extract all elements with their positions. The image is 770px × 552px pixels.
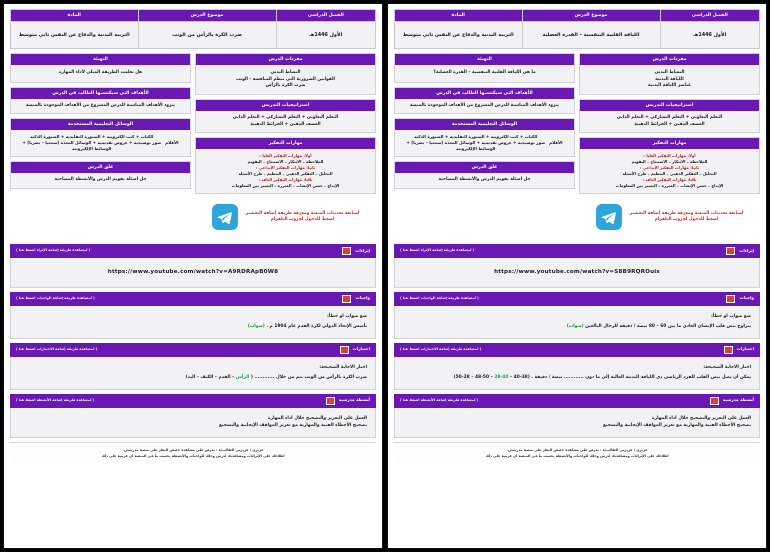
panel-vocabulary-body — [580, 65, 759, 94]
section-homework-header[interactable] — [394, 292, 760, 306]
media-line: الكتاب + كتب الكترونية + السبورة التقليدية + السبورة الذكية — [414, 133, 538, 139]
panel-strategies — [579, 99, 760, 132]
section-homework-body — [10, 306, 376, 339]
panel-teaching-media — [10, 118, 191, 157]
thinking-tier-items: التحليل – التفكير الذهني – التنظيم – طرح الأسئلة — [622, 171, 717, 177]
value-term: الأول 1446هـ — [276, 22, 375, 49]
homework-answer: (صواب) — [566, 324, 584, 330]
section-homework-note[interactable]: ( لمشاهدة طريقة إضافة الواجبات اضغط هنا ) — [16, 295, 95, 300]
value-subject: التربية البدنية والدفاع عن النفس ثاني متوسط — [395, 22, 523, 49]
section-activities-header[interactable] — [10, 394, 376, 408]
media-label: الأفلام — [165, 139, 179, 145]
table-row — [395, 22, 760, 49]
value-topic: ضرب الكرة بالرأس من الوثب — [138, 22, 276, 49]
panel-vocabulary — [579, 53, 760, 95]
value-term: الأول 1446هـ — [660, 22, 759, 49]
homework-question: يتراوح نبض قلب الإنسان العادي ما بين 60 – 80 نبضة / دقيقة للرجال البالغين — [585, 324, 751, 330]
section-activities-header[interactable] — [394, 394, 760, 408]
section-homework — [10, 292, 376, 339]
section-homework-note[interactable]: ( لمشاهدة طريقة إضافة الواجبات اضغط هنا ) — [400, 295, 479, 300]
section-enrichment-body — [394, 258, 760, 288]
telegram-icon[interactable] — [212, 204, 238, 230]
activity-line: العمل على التعزيز والتصحيح خلال اداء المهارة — [267, 415, 367, 421]
record-dot-icon — [724, 346, 733, 354]
homework-question-line — [403, 323, 751, 330]
section-activities-title: أنشطة مدرسية — [722, 397, 754, 403]
homework-answer: (صواب) — [247, 324, 265, 330]
media-line: الوسائط الإلكترونية — [72, 146, 112, 152]
footer-line: اطلاعك على الإثراءات ومشاهدتك لدرس وحلك للواجبات والأنشطة بحسب ما في المنصة ان عزيمة على ذلك — [101, 453, 285, 458]
section-activities-note[interactable]: ( لمشاهدة طريقة إضافة الأنشطة اضغط هنا ) — [400, 397, 479, 402]
section-activities — [10, 394, 376, 438]
thinking-tier-items: الملاحظة – الابتكار – الاستنتاج – التقويم — [631, 158, 708, 164]
section-tests-title: اختبارات — [736, 346, 754, 352]
thinking-tier-title: ثالثا: مهارات التفكير الناقد : — [258, 177, 313, 183]
lesson-meta-table — [10, 9, 376, 49]
panel-strategies-body — [580, 111, 759, 131]
section-homework-header[interactable] — [10, 292, 376, 306]
two-column-body — [394, 53, 760, 240]
vocab-item: عناصر اللياقة البدنية — [647, 82, 692, 88]
panel-vocabulary-body — [196, 65, 375, 94]
vocab-item: القوانين الضرورية التي تنظم المنافسة - الوثب — [236, 76, 335, 82]
section-tests-body — [10, 357, 376, 390]
section-tests — [10, 343, 376, 390]
panel-thinking-skills-body — [580, 149, 759, 193]
section-enrichment-note[interactable]: ( لمشاهدة طريقة إضافة الإثراء اضغط هنا ) — [16, 248, 91, 253]
footer-note — [10, 442, 376, 463]
section-tests-header[interactable] — [394, 343, 760, 357]
section-enrichment — [10, 244, 376, 288]
panel-closing — [394, 161, 575, 188]
homework-prompt: ضع صواب او خطأ: — [711, 313, 751, 319]
media-line: صور توضيحية + عروض تقديمية + الوسائل المعدة (سمعيا – بصريا) + — [406, 139, 546, 145]
panel-closing-title: غلق الدرس — [395, 162, 574, 173]
record-dot-icon — [726, 295, 735, 303]
thinking-tier-title: ثانيا: مهارات التفكير الإبداعي : — [255, 165, 316, 171]
section-tests-note[interactable]: ( لمشاهدة طريقة إضافة الاختبارات اضغط هنا ) — [400, 346, 482, 351]
panel-thinking-skills-title: مهارات التفكير — [580, 138, 759, 149]
lesson-plan-page-right — [3, 3, 383, 549]
telegram-promo[interactable] — [195, 198, 376, 236]
section-activities-title: أنشطة مدرسية — [338, 397, 370, 403]
section-tests-note[interactable]: ( لمشاهدة طريقة إضافة الاختبارات اضغط هنا ) — [16, 346, 98, 351]
panel-closing — [10, 161, 191, 188]
record-dot-icon — [340, 346, 349, 354]
thinking-tier-title: ثانيا: مهارات التفكير الإبداعي : — [639, 165, 700, 171]
two-column-body — [10, 53, 376, 240]
table-row — [11, 22, 376, 49]
panel-warmup — [394, 53, 575, 82]
promo-line: لمتابعة تحديثات المنصة ومعرفة طريقة إضافة التحضير — [245, 210, 360, 216]
media-label: الأفلام — [549, 139, 563, 145]
thinking-tier-title: أولا: مهارات التفكير العليا : — [643, 152, 696, 158]
homework-question-line — [19, 323, 367, 330]
media-line: الوسائط الإلكترونية — [456, 146, 496, 152]
thinking-tier-title: ثالثا: مهارات التفكير الناقد : — [642, 177, 697, 183]
vocab-item: اللياقة البدنية — [655, 76, 684, 82]
panel-warmup-body: هل تعلمت الطريقة المثلى لأداء المهارة — [11, 65, 190, 81]
panel-warmup-title: التهيئة — [395, 54, 574, 65]
section-homework-title: واجبات — [355, 295, 370, 301]
test-correct-option: 40-28 — [494, 375, 509, 381]
panel-strategies — [195, 99, 376, 132]
footer-line: عزيزي / عزيزتي الطالب/ة : نعرض على مشاهدة حصص النظر على منصة مدرستي. — [506, 447, 648, 452]
table-header-row — [395, 10, 760, 22]
test-options-before: (38-40 – — [508, 375, 530, 381]
panel-vocabulary-title: مفردات الدرس — [196, 54, 375, 65]
strategy-line: العصف الذهني + الخرائط الذهنية — [634, 121, 705, 127]
vocab-item: ضرب الكرة بالرأس — [265, 82, 306, 88]
panel-objectives-body: يتزود الأهداف المناسبة للدرس المشروع من الأهداف الموجودة بالمنصة — [11, 99, 190, 113]
activity-line: تصحيح الأخطاء الفنية والمهارية مع تعزيز المواقف الإيجابية والتشجيع — [602, 423, 751, 429]
panel-vocabulary-title: مفردات الدرس — [580, 54, 759, 65]
value-topic: اللياقة القلبية التنفسية – القدرة العضلية — [522, 22, 660, 49]
vocab-item: النشاط البدني — [654, 70, 685, 76]
record-dot-icon — [342, 247, 351, 255]
activity-line: العمل على التعزيز والتصحيح خلال اداء المهارة — [651, 415, 751, 421]
footer-line: اطلاعك على الإثراءات ومشاهدتك لدرس وحلك للواجبات والأنشطة بحسب ما في المنصة ان عزيمة على ذلك — [485, 453, 669, 458]
test-options-after: – 50-48 – 28-50) — [453, 375, 493, 381]
section-activities — [394, 394, 760, 438]
record-dot-icon — [342, 295, 351, 303]
media-row — [398, 134, 571, 152]
thinking-tier-title: أولا: مهارات التفكير العليا : — [259, 152, 312, 158]
homework-prompt: ضع صواب او خطأ: — [327, 313, 367, 319]
section-homework-title: واجبات — [739, 295, 754, 301]
section-enrichment — [394, 244, 760, 288]
test-question-line — [19, 374, 367, 381]
section-enrichment-title: إثراءات — [739, 247, 754, 253]
panel-teaching-media-title: الوسائل التعليمية المستخدمة — [11, 119, 190, 130]
strategy-line: التعلم التعاوني + التعلم التشاركي + التعلم الذاتي — [232, 115, 339, 121]
header-term: الفصل الدراسي — [276, 10, 375, 22]
section-activities-body — [394, 408, 760, 438]
column-left — [195, 53, 376, 240]
value-subject: التربية البدنية والدفاع عن النفس ثاني متوسط — [11, 22, 139, 49]
panel-closing-body: حل اسئلة تقويم الدرس والأنشطة المصاحبة — [395, 173, 574, 187]
section-enrichment-note[interactable]: ( لمشاهدة طريقة إضافة الإثراء اضغط هنا ) — [400, 248, 475, 253]
activity-line: تصحيح الأخطاء الفنية والمهارية مع تعزيز المواقف الإيجابية والتشجيع — [218, 423, 367, 429]
panel-strategies-title: استراتيجيات التدريس — [580, 100, 759, 111]
section-enrichment-body — [10, 258, 376, 288]
panel-thinking-skills — [579, 137, 760, 194]
header-term: الفصل الدراسي — [660, 10, 759, 22]
test-prompt: اختار الاجابة الصحيحة: — [703, 364, 751, 370]
panel-thinking-skills — [195, 137, 376, 194]
vocab-item: النشاط البدني — [270, 70, 301, 76]
test-question: ضرب الكرة بالرأس من الوثب يتم من خلال ............ — [252, 375, 367, 381]
column-right — [10, 53, 191, 240]
section-homework — [394, 292, 760, 339]
column-spacer — [394, 193, 575, 241]
enrichment-url[interactable]: https://www.youtube.com/watch?v=A9RDRApB0W8 — [107, 269, 279, 276]
panel-objectives-body: يتزود الأهداف المناسبة للدرس المشروع من الأهداف الموجودة بالمنصة — [395, 99, 574, 113]
test-correct-option: الرأس — [235, 375, 250, 381]
thinking-tier-items: الملاحظة – الابتكار – الاستنتاج – التقويم — [247, 158, 324, 164]
record-dot-icon — [710, 397, 719, 405]
promo-line: اضغط للدخول لجروب التلقرام — [654, 217, 719, 223]
enrichment-url[interactable]: https://www.youtube.com/watch?v=S8B9RQROuis — [494, 269, 660, 276]
telegram-promo[interactable] — [579, 198, 760, 236]
section-tests-title: اختبارات — [352, 346, 370, 352]
test-prompt: اختار الاجابة الصحيحة: — [319, 364, 367, 370]
thinking-tier-items: التحليل – التفكير الذهني – التنظيم – طرح الأسئلة — [238, 171, 333, 177]
media-text — [22, 134, 161, 152]
footer-note — [394, 442, 760, 463]
column-left — [579, 53, 760, 240]
telegram-icon[interactable] — [596, 204, 622, 230]
telegram-promo-text — [246, 211, 360, 224]
panel-vocabulary — [195, 53, 376, 95]
test-options-after: – القدم – الكتف – اليد) — [185, 375, 235, 381]
panel-objectives — [10, 87, 191, 114]
panel-warmup-body: ما هي اللياقة القلبية التنفسية – القدرة العضلية؟ — [395, 65, 574, 81]
section-enrichment-title: إثراءات — [355, 247, 370, 253]
section-homework-body — [394, 306, 760, 339]
test-question: يمكن أن يصل نبض القلب للفرد الرياضي ذي اللياقة البدنية العالية إلى ما دون ............ نبضة / دقيقة . — [531, 375, 751, 381]
promo-line: لمتابعة تحديثات المنصة ومعرفة طريقة إضافة التحضير — [629, 210, 744, 216]
panel-teaching-media-body — [395, 130, 574, 156]
panel-closing-body: حل اسئلة تقويم الدرس والأنشطة المصاحبة — [11, 173, 190, 187]
panel-strategies-body — [196, 111, 375, 131]
panel-teaching-media-body — [11, 130, 190, 156]
strategy-line: العصف الذهني + الخرائط الذهنية — [250, 121, 321, 127]
section-enrichment-header[interactable] — [10, 244, 376, 258]
media-line: صور توضيحية + عروض تقديمية + الوسائل المعدة (سمعيا – بصريا) + — [22, 139, 162, 145]
record-dot-icon — [726, 247, 735, 255]
section-activities-body — [10, 408, 376, 438]
thinking-tier-items: الإبداع – حسن الإنصات – المبررة – التمييز بين المعلومات — [615, 183, 724, 189]
section-tests-body — [394, 357, 760, 390]
homework-question: تأسس الإتحاد الدولي لكرة القدم عام 1904 م . — [266, 324, 367, 330]
record-dot-icon — [326, 397, 335, 405]
media-line: الكتاب + كتب الكترونية + السبورة التقليدية + السبورة الذكية — [30, 133, 154, 139]
panel-objectives-title: الأهداف التي سيكتسبها الطالب في الدرس — [395, 88, 574, 99]
panel-closing-title: غلق الدرس — [11, 162, 190, 173]
promo-line: اضغط للدخول لجروب التلقرام — [270, 217, 335, 223]
panel-warmup — [10, 53, 191, 82]
section-enrichment-header[interactable] — [394, 244, 760, 258]
header-subject: المادة — [395, 10, 523, 22]
telegram-promo-text — [630, 211, 744, 224]
section-tests-header[interactable] — [10, 343, 376, 357]
table-header-row — [11, 10, 376, 22]
header-topic: موضوع الدرس — [138, 10, 276, 22]
panel-thinking-skills-body — [196, 149, 375, 193]
media-row — [14, 134, 187, 152]
panel-teaching-media-title: الوسائل التعليمية المستخدمة — [395, 119, 574, 130]
thinking-tier-items: الإبداع – حسن الإنصات – المبررة – التمييز بين المعلومات — [231, 183, 340, 189]
section-tests — [394, 343, 760, 390]
panel-objectives-title: الأهداف التي سيكتسبها الطالب في الدرس — [11, 88, 190, 99]
lesson-plan-page-left — [387, 3, 767, 549]
section-activities-note[interactable]: ( لمشاهدة طريقة إضافة الأنشطة اضغط هنا ) — [16, 397, 95, 402]
test-options-before: ( — [250, 375, 253, 381]
test-question-line — [403, 374, 751, 381]
header-subject: المادة — [11, 10, 139, 22]
footer-line: عزيزي / عزيزتي الطالب/ة : نعرض على مشاهدة حصص النظر على منصة مدرستي. — [122, 447, 264, 452]
header-topic: موضوع الدرس — [522, 10, 660, 22]
panel-warmup-title: التهيئة — [11, 54, 190, 65]
column-spacer — [10, 193, 191, 241]
panel-objectives — [394, 87, 575, 114]
column-right — [394, 53, 575, 240]
strategy-line: التعلم التعاوني + التعلم التشاركي + التعلم الذاتي — [616, 115, 723, 121]
lesson-meta-table — [394, 9, 760, 49]
media-text — [406, 134, 545, 152]
panel-teaching-media — [394, 118, 575, 157]
panel-thinking-skills-title: مهارات التفكير — [196, 138, 375, 149]
panel-strategies-title: استراتيجيات التدريس — [196, 100, 375, 111]
